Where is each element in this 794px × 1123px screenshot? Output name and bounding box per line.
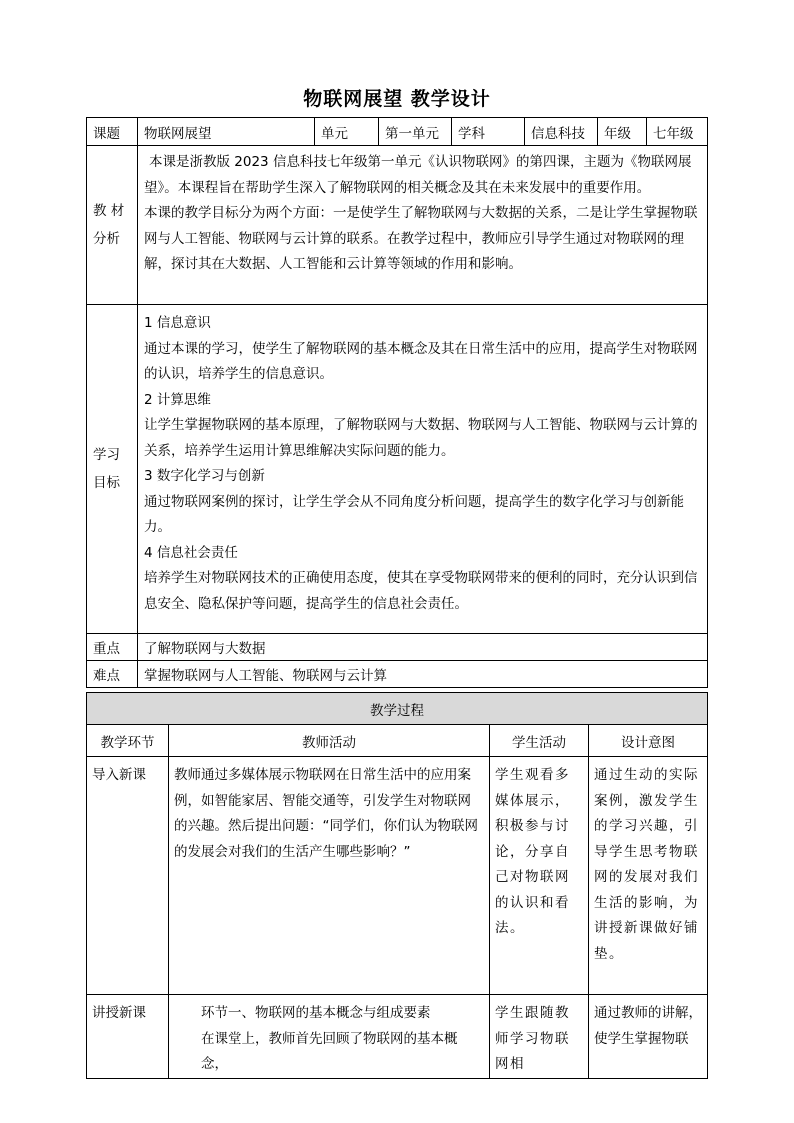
header-row [87, 118, 708, 146]
unit-label: 单元 [315, 118, 379, 146]
analysis-label-line1: 教 材 [93, 203, 125, 219]
objectives-label [87, 305, 138, 634]
course-value: 物联网展望 [138, 118, 315, 146]
objective-body: 通过本课的学习，使学生了解物联网的基本概念及其在日常生活中的应用，提高学生对物联网的认识，培养学生的信息意识。 [144, 340, 698, 382]
process-column-headers [87, 725, 708, 757]
page-title: 物联网展望 教学设计 [303, 88, 491, 110]
analysis-content [138, 146, 708, 305]
objective-heading: 3 数字化学习与创新 [144, 468, 265, 484]
objective-heading: 2 计算思维 [144, 391, 211, 408]
difficulty-row [87, 661, 708, 688]
key-point-value: 了解物联网与大数据 [138, 634, 708, 661]
stage-cell: 讲授新课 [87, 995, 169, 1079]
analysis-paragraph: 本课是浙教版 2023 信息科技七年级第一单元《认识物联网》的第四课，主题为《物联网展望》。本课程旨在帮助学生深入了解物联网的相关概念及其在未来发展中的重要作用。 [144, 154, 692, 196]
difficulty-label: 难点 [87, 661, 138, 688]
subject-value: 信息科技 [525, 118, 598, 146]
student-activity-cell: 学生跟随教师学习物联网相 [490, 995, 589, 1079]
teacher-activity-line: 在课堂上，教师首先回顾了物联网的基本概念， [201, 1030, 458, 1072]
teacher-activity-line: 环节一、物联网的基本概念与组成要素 [201, 1005, 431, 1021]
key-point-row [87, 634, 708, 661]
objectives-label-line1: 学习 [93, 447, 120, 463]
lesson-info-table [86, 117, 708, 688]
unit-value: 第一单元 [379, 118, 452, 146]
objectives-label-line2: 目标 [93, 475, 120, 491]
process-row-intro [87, 757, 708, 995]
column-header-teacher: 教师活动 [169, 725, 490, 757]
analysis-row [87, 146, 708, 305]
difficulty-value: 掌握物联网与人工智能、物联网与云计算 [138, 661, 708, 688]
student-activity-cell: 学生观看多媒体展示，积极参与讨论，分享自己对物联网的认识和看法。 [490, 757, 589, 995]
stage-cell: 导入新课 [87, 757, 169, 995]
teaching-process-table [86, 692, 708, 1079]
objective-body: 培养学生对物联网技术的正确使用态度，使其在享受物联网带来的便利的同时，充分认识到信息安全、隐私保护等问题，提高学生的信息社会责任。 [144, 570, 698, 612]
objective-body: 让学生掌握物联网的基本原理，了解物联网与大数据、物联网与人工智能、物联网与云计算的关系，培养学生运用计算思维解决实际问题的能力。 [144, 417, 698, 459]
objectives-content [138, 305, 708, 634]
column-header-student: 学生活动 [490, 725, 589, 757]
objectives-row [87, 305, 708, 634]
process-row-new-lesson [87, 995, 708, 1079]
grade-value: 七年级 [647, 118, 708, 146]
column-header-stage: 教学环节 [87, 725, 169, 757]
column-header-intent: 设计意图 [589, 725, 708, 757]
analysis-label [87, 146, 138, 305]
teacher-activity-cell [169, 995, 490, 1079]
course-label: 课题 [87, 118, 138, 146]
design-intent-cell: 通过生动的实际案例，激发学生的学习兴趣，引导学生思考物联网的发展对我们生活的影响，为讲授新课做好铺垫。 [589, 757, 708, 995]
objective-heading: 4 信息社会责任 [144, 544, 238, 561]
analysis-paragraph: 本课的教学目标分为两个方面：一是使学生了解物联网与大数据的关系，二是让学生掌握物联网与人工智能、物联网与云计算的联系。在教学过程中，教师应引导学生通过对物联网的理解，探讨其在大数据、人工智能和云计算等领域的作用和影响。 [144, 205, 698, 272]
key-point-label: 重点 [87, 634, 138, 661]
objective-heading: 1 信息意识 [144, 315, 211, 331]
subject-label: 学科 [452, 118, 525, 146]
design-intent-cell: 通过教师的讲解，使学生掌握物联 [589, 995, 708, 1079]
process-caption: 教学过程 [87, 693, 708, 725]
teacher-activity-cell: 教师通过多媒体展示物联网在日常生活中的应用案例，如智能家居、智能交通等，引发学生对物联网的兴趣。然后提出问题：“同学们，你们认为物联网的发展会对我们的生活产生哪些影响？” [169, 757, 490, 995]
analysis-label-line2: 分析 [93, 231, 120, 247]
grade-label: 年级 [598, 118, 647, 146]
objective-body: 通过物联网案例的探讨，让学生学会从不同角度分析问题，提高学生的数字化学习与创新能力。 [144, 493, 684, 535]
